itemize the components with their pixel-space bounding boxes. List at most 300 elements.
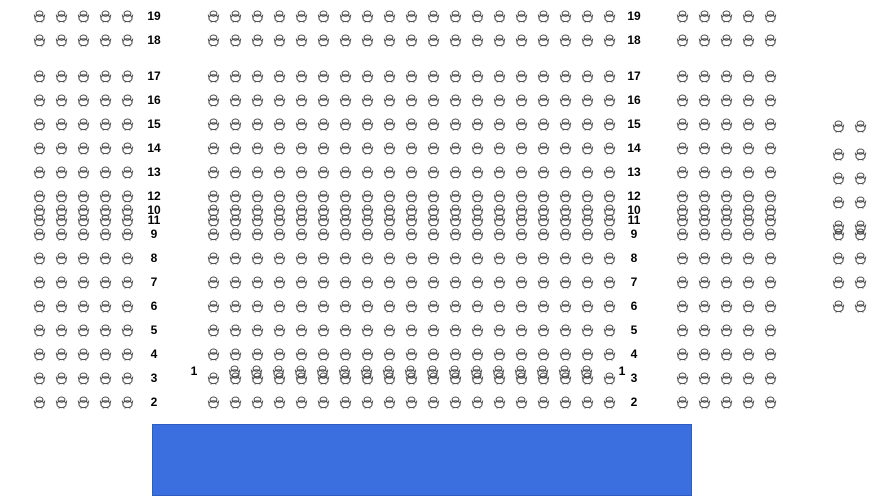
seat[interactable] <box>207 228 220 241</box>
seat[interactable] <box>742 94 755 107</box>
seat[interactable] <box>251 300 264 313</box>
seat[interactable] <box>580 365 593 378</box>
seat[interactable] <box>515 166 528 179</box>
seat[interactable] <box>832 228 845 241</box>
seat[interactable] <box>99 94 112 107</box>
seat[interactable] <box>251 324 264 337</box>
seat[interactable] <box>676 34 689 47</box>
seat[interactable] <box>559 166 572 179</box>
seat[interactable] <box>339 70 352 83</box>
seat[interactable] <box>603 228 616 241</box>
seat[interactable] <box>603 252 616 265</box>
seat[interactable] <box>229 166 242 179</box>
seat[interactable] <box>77 372 90 385</box>
seat[interactable] <box>581 10 594 23</box>
seat[interactable] <box>493 324 506 337</box>
seat[interactable] <box>832 196 845 209</box>
seat[interactable] <box>764 190 777 203</box>
seat[interactable] <box>339 276 352 289</box>
seat[interactable] <box>832 252 845 265</box>
seat[interactable] <box>471 70 484 83</box>
seat[interactable] <box>764 118 777 131</box>
seat[interactable] <box>121 190 134 203</box>
seat[interactable] <box>449 166 462 179</box>
seat[interactable] <box>77 10 90 23</box>
seat[interactable] <box>317 70 330 83</box>
seat[interactable] <box>854 300 867 313</box>
seat[interactable] <box>273 190 286 203</box>
seat[interactable] <box>339 10 352 23</box>
seat[interactable] <box>854 172 867 185</box>
seat[interactable] <box>33 142 46 155</box>
seat[interactable] <box>698 118 711 131</box>
seat[interactable] <box>449 204 462 217</box>
seat[interactable] <box>558 365 571 378</box>
seat[interactable] <box>383 70 396 83</box>
seat[interactable] <box>832 148 845 161</box>
seat[interactable] <box>559 70 572 83</box>
seat[interactable] <box>536 365 549 378</box>
seat[interactable] <box>559 300 572 313</box>
seat[interactable] <box>361 348 374 361</box>
seat[interactable] <box>559 204 572 217</box>
seat[interactable] <box>449 276 462 289</box>
seat[interactable] <box>77 70 90 83</box>
seat[interactable] <box>764 372 777 385</box>
seat[interactable] <box>405 10 418 23</box>
seat[interactable] <box>207 190 220 203</box>
seat[interactable] <box>361 166 374 179</box>
seat[interactable] <box>427 252 440 265</box>
seat[interactable] <box>207 204 220 217</box>
seat[interactable] <box>720 142 733 155</box>
seat[interactable] <box>55 10 68 23</box>
seat[interactable] <box>493 142 506 155</box>
seat[interactable] <box>99 118 112 131</box>
seat[interactable] <box>207 396 220 409</box>
seat[interactable] <box>55 252 68 265</box>
seat[interactable] <box>427 166 440 179</box>
seat[interactable] <box>251 228 264 241</box>
seat[interactable] <box>559 396 572 409</box>
seat[interactable] <box>515 190 528 203</box>
seat[interactable] <box>228 365 241 378</box>
seat[interactable] <box>121 204 134 217</box>
seat[interactable] <box>720 372 733 385</box>
seat[interactable] <box>698 166 711 179</box>
seat[interactable] <box>251 348 264 361</box>
seat[interactable] <box>493 396 506 409</box>
seat[interactable] <box>515 396 528 409</box>
seat[interactable] <box>295 276 308 289</box>
seat[interactable] <box>720 34 733 47</box>
seat[interactable] <box>383 276 396 289</box>
seat[interactable] <box>742 190 755 203</box>
seat[interactable] <box>493 276 506 289</box>
seat[interactable] <box>427 142 440 155</box>
seat[interactable] <box>742 324 755 337</box>
seat[interactable] <box>361 204 374 217</box>
seat[interactable] <box>427 276 440 289</box>
seat[interactable] <box>581 204 594 217</box>
seat[interactable] <box>361 10 374 23</box>
seat[interactable] <box>77 204 90 217</box>
seat[interactable] <box>55 118 68 131</box>
seat[interactable] <box>720 190 733 203</box>
seat[interactable] <box>471 348 484 361</box>
seat[interactable] <box>676 228 689 241</box>
seat[interactable] <box>493 118 506 131</box>
seat[interactable] <box>361 252 374 265</box>
seat[interactable] <box>77 94 90 107</box>
seat[interactable] <box>427 34 440 47</box>
seat[interactable] <box>361 396 374 409</box>
seat[interactable] <box>698 142 711 155</box>
seat[interactable] <box>471 252 484 265</box>
seat[interactable] <box>295 166 308 179</box>
seat[interactable] <box>581 118 594 131</box>
seat[interactable] <box>273 348 286 361</box>
seat[interactable] <box>581 348 594 361</box>
seat[interactable] <box>471 300 484 313</box>
seat[interactable] <box>603 94 616 107</box>
seat[interactable] <box>720 276 733 289</box>
seat[interactable] <box>295 142 308 155</box>
seat[interactable] <box>251 118 264 131</box>
seat[interactable] <box>427 94 440 107</box>
seat[interactable] <box>33 396 46 409</box>
seat[interactable] <box>121 166 134 179</box>
seat[interactable] <box>405 300 418 313</box>
seat[interactable] <box>449 228 462 241</box>
seat[interactable] <box>559 34 572 47</box>
seat[interactable] <box>229 10 242 23</box>
seat[interactable] <box>832 120 845 133</box>
seat[interactable] <box>295 324 308 337</box>
seat[interactable] <box>383 10 396 23</box>
seat[interactable] <box>470 365 483 378</box>
seat[interactable] <box>339 94 352 107</box>
seat[interactable] <box>33 166 46 179</box>
seat[interactable] <box>273 204 286 217</box>
seat[interactable] <box>33 324 46 337</box>
seat[interactable] <box>273 324 286 337</box>
seat[interactable] <box>676 348 689 361</box>
seat[interactable] <box>383 228 396 241</box>
seat[interactable] <box>492 365 505 378</box>
seat[interactable] <box>383 348 396 361</box>
seat[interactable] <box>317 252 330 265</box>
seat[interactable] <box>273 70 286 83</box>
seat[interactable] <box>698 204 711 217</box>
seat[interactable] <box>295 300 308 313</box>
seat[interactable] <box>251 34 264 47</box>
seat[interactable] <box>537 70 550 83</box>
seat[interactable] <box>698 348 711 361</box>
seat[interactable] <box>537 204 550 217</box>
seat[interactable] <box>229 228 242 241</box>
seat[interactable] <box>854 148 867 161</box>
seat[interactable] <box>698 372 711 385</box>
seat[interactable] <box>251 142 264 155</box>
seat[interactable] <box>207 118 220 131</box>
seat[interactable] <box>55 190 68 203</box>
seat[interactable] <box>698 324 711 337</box>
seat[interactable] <box>339 228 352 241</box>
seat[interactable] <box>742 396 755 409</box>
seat[interactable] <box>854 120 867 133</box>
seat[interactable] <box>427 204 440 217</box>
seat[interactable] <box>33 204 46 217</box>
seat[interactable] <box>449 300 462 313</box>
seat[interactable] <box>581 94 594 107</box>
seat[interactable] <box>317 34 330 47</box>
seat[interactable] <box>742 300 755 313</box>
seat[interactable] <box>471 166 484 179</box>
seat[interactable] <box>55 276 68 289</box>
seat[interactable] <box>295 228 308 241</box>
seat[interactable] <box>427 324 440 337</box>
seat[interactable] <box>720 166 733 179</box>
seat[interactable] <box>55 166 68 179</box>
seat[interactable] <box>99 204 112 217</box>
seat[interactable] <box>559 276 572 289</box>
seat[interactable] <box>405 348 418 361</box>
seat[interactable] <box>121 34 134 47</box>
seat[interactable] <box>295 204 308 217</box>
seat[interactable] <box>295 10 308 23</box>
seat[interactable] <box>449 324 462 337</box>
seat[interactable] <box>515 348 528 361</box>
seat[interactable] <box>581 396 594 409</box>
seat[interactable] <box>720 252 733 265</box>
seat[interactable] <box>77 252 90 265</box>
seat[interactable] <box>559 118 572 131</box>
seat[interactable] <box>317 300 330 313</box>
seat[interactable] <box>742 372 755 385</box>
seat[interactable] <box>515 70 528 83</box>
seat[interactable] <box>339 204 352 217</box>
seat[interactable] <box>559 94 572 107</box>
seat[interactable] <box>449 190 462 203</box>
seat[interactable] <box>742 166 755 179</box>
seat[interactable] <box>339 166 352 179</box>
seat[interactable] <box>676 10 689 23</box>
seat[interactable] <box>742 34 755 47</box>
seat[interactable] <box>559 190 572 203</box>
seat[interactable] <box>99 228 112 241</box>
seat[interactable] <box>33 190 46 203</box>
seat[interactable] <box>764 228 777 241</box>
seat[interactable] <box>698 94 711 107</box>
seat[interactable] <box>251 252 264 265</box>
seat[interactable] <box>471 228 484 241</box>
seat[interactable] <box>229 70 242 83</box>
seat[interactable] <box>229 34 242 47</box>
seat[interactable] <box>537 276 550 289</box>
seat[interactable] <box>55 228 68 241</box>
seat[interactable] <box>720 396 733 409</box>
seat[interactable] <box>493 204 506 217</box>
seat[interactable] <box>383 142 396 155</box>
seat[interactable] <box>404 365 417 378</box>
seat[interactable] <box>273 228 286 241</box>
seat[interactable] <box>251 10 264 23</box>
seat[interactable] <box>764 324 777 337</box>
seat[interactable] <box>581 252 594 265</box>
seat[interactable] <box>676 276 689 289</box>
seat[interactable] <box>742 348 755 361</box>
seat[interactable] <box>449 142 462 155</box>
seat[interactable] <box>493 94 506 107</box>
seat[interactable] <box>449 348 462 361</box>
seat[interactable] <box>77 118 90 131</box>
seat[interactable] <box>77 34 90 47</box>
seat[interactable] <box>581 324 594 337</box>
seat[interactable] <box>207 348 220 361</box>
seat[interactable] <box>764 94 777 107</box>
seat[interactable] <box>121 396 134 409</box>
seat[interactable] <box>229 204 242 217</box>
seat[interactable] <box>676 118 689 131</box>
seat[interactable] <box>471 276 484 289</box>
seat[interactable] <box>383 300 396 313</box>
seat[interactable] <box>854 276 867 289</box>
seat[interactable] <box>493 70 506 83</box>
seat[interactable] <box>295 34 308 47</box>
seat[interactable] <box>33 94 46 107</box>
seat[interactable] <box>537 300 550 313</box>
seat[interactable] <box>55 348 68 361</box>
seat[interactable] <box>121 228 134 241</box>
seat[interactable] <box>764 348 777 361</box>
seat[interactable] <box>33 252 46 265</box>
seat[interactable] <box>207 10 220 23</box>
seat[interactable] <box>99 10 112 23</box>
seat[interactable] <box>207 252 220 265</box>
seat[interactable] <box>581 70 594 83</box>
seat[interactable] <box>99 166 112 179</box>
seat[interactable] <box>698 396 711 409</box>
seat[interactable] <box>273 118 286 131</box>
seat[interactable] <box>537 396 550 409</box>
seat[interactable] <box>405 228 418 241</box>
seat[interactable] <box>603 324 616 337</box>
seat[interactable] <box>471 142 484 155</box>
seat[interactable] <box>295 70 308 83</box>
seat[interactable] <box>273 396 286 409</box>
seat[interactable] <box>316 365 329 378</box>
seat[interactable] <box>317 166 330 179</box>
seat[interactable] <box>317 276 330 289</box>
seat[interactable] <box>55 324 68 337</box>
seat[interactable] <box>295 252 308 265</box>
seat[interactable] <box>742 276 755 289</box>
seat[interactable] <box>207 34 220 47</box>
seat[interactable] <box>229 276 242 289</box>
seat[interactable] <box>515 228 528 241</box>
seat[interactable] <box>99 348 112 361</box>
seat[interactable] <box>295 94 308 107</box>
seat[interactable] <box>427 396 440 409</box>
seat[interactable] <box>537 252 550 265</box>
seat[interactable] <box>471 10 484 23</box>
seat[interactable] <box>339 252 352 265</box>
seat[interactable] <box>603 300 616 313</box>
seat[interactable] <box>581 276 594 289</box>
seat[interactable] <box>77 190 90 203</box>
seat[interactable] <box>449 10 462 23</box>
seat[interactable] <box>581 166 594 179</box>
seat[interactable] <box>515 142 528 155</box>
seat[interactable] <box>449 118 462 131</box>
seat[interactable] <box>55 94 68 107</box>
seat[interactable] <box>339 396 352 409</box>
seat[interactable] <box>720 70 733 83</box>
seat[interactable] <box>99 324 112 337</box>
seat[interactable] <box>854 228 867 241</box>
seat[interactable] <box>581 300 594 313</box>
seat[interactable] <box>99 190 112 203</box>
seat[interactable] <box>405 142 418 155</box>
seat[interactable] <box>55 34 68 47</box>
seat[interactable] <box>537 118 550 131</box>
seat[interactable] <box>515 10 528 23</box>
seat[interactable] <box>383 204 396 217</box>
seat[interactable] <box>559 10 572 23</box>
seat[interactable] <box>537 348 550 361</box>
seat[interactable] <box>698 300 711 313</box>
seat[interactable] <box>361 94 374 107</box>
seat[interactable] <box>339 142 352 155</box>
seat[interactable] <box>581 142 594 155</box>
seat[interactable] <box>676 166 689 179</box>
seat[interactable] <box>471 94 484 107</box>
seat[interactable] <box>294 365 307 378</box>
seat[interactable] <box>121 10 134 23</box>
seat[interactable] <box>121 70 134 83</box>
seat[interactable] <box>449 252 462 265</box>
seat[interactable] <box>229 118 242 131</box>
seat[interactable] <box>77 142 90 155</box>
seat[interactable] <box>427 348 440 361</box>
seat[interactable] <box>273 10 286 23</box>
seat[interactable] <box>764 142 777 155</box>
seat[interactable] <box>537 166 550 179</box>
seat[interactable] <box>742 142 755 155</box>
seat[interactable] <box>832 276 845 289</box>
seat[interactable] <box>471 324 484 337</box>
seat[interactable] <box>55 204 68 217</box>
seat[interactable] <box>515 34 528 47</box>
seat[interactable] <box>273 252 286 265</box>
seat[interactable] <box>250 365 263 378</box>
seat[interactable] <box>33 276 46 289</box>
seat[interactable] <box>603 142 616 155</box>
seat[interactable] <box>537 34 550 47</box>
seat[interactable] <box>317 190 330 203</box>
seat[interactable] <box>448 365 461 378</box>
seat[interactable] <box>559 348 572 361</box>
seat[interactable] <box>77 166 90 179</box>
seat[interactable] <box>383 190 396 203</box>
seat[interactable] <box>207 70 220 83</box>
seat[interactable] <box>405 94 418 107</box>
seat[interactable] <box>273 166 286 179</box>
seat[interactable] <box>832 172 845 185</box>
seat[interactable] <box>121 324 134 337</box>
seat[interactable] <box>764 10 777 23</box>
